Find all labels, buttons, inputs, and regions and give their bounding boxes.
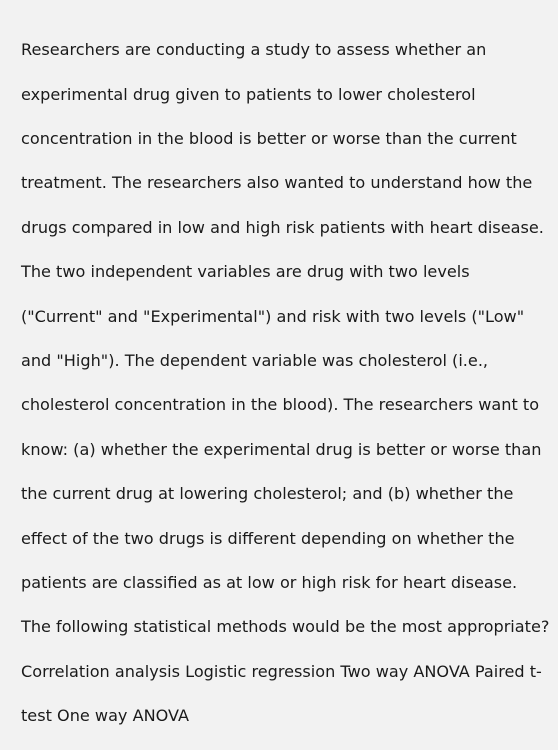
question-line: treatment. The researchers also wanted to understand how the [21,173,533,193]
question-line: concentration in the blood is better or worse than the current [21,129,517,149]
question-text [21,17,553,750]
question-line: ("Current" and "Experimental") and risk with two levels ("Low" [21,306,525,326]
question-line: effect of the two drugs is different depending on whether the [21,528,515,548]
answer-options-line: test One way ANOVA [21,706,189,726]
question-line: the current drug at lowering cholesterol; and (b) whether the [21,484,514,504]
question-line: and "High"). The dependent variable was cholesterol (i.e., [21,351,489,371]
question-line: cholesterol concentration in the blood). The researchers want to [21,395,540,415]
question-line: experimental drug given to patients to lower cholesterol [21,84,476,104]
question-line: The two independent variables are drug with two levels [21,262,470,282]
question-line: Researchers are conducting a study to assess whether an [21,40,487,60]
question-line: patients are classified as at low or high risk for heart disease. [21,573,518,593]
question-line: know: (a) whether the experimental drug is better or worse than [21,439,542,459]
answer-options-line: Correlation analysis Logistic regression Two way ANOVA Paired t- [21,661,542,681]
question-line: drugs compared in low and high risk patients with heart disease. [21,217,544,237]
question-line: The following statistical methods would be the most appropriate? [21,617,550,637]
